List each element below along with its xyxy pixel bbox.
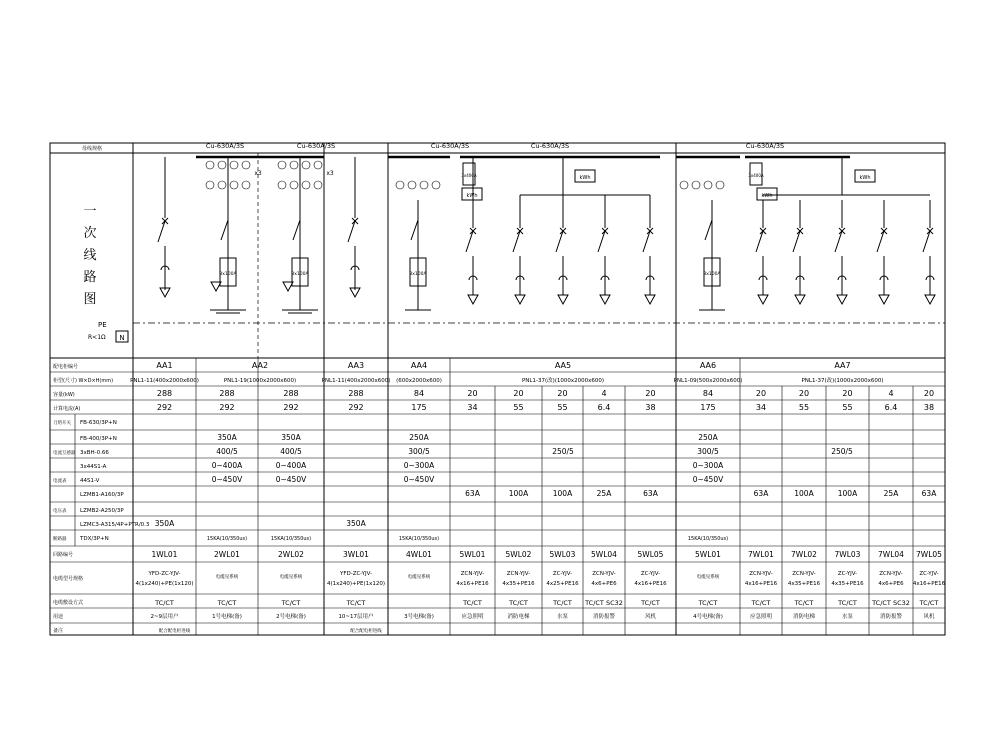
- current-value: 55: [557, 403, 568, 412]
- usage: 风机: [923, 614, 935, 620]
- cable-spec: 电缆见系统: [215, 575, 239, 580]
- cable-spec: ZC-YJV-: [919, 571, 939, 577]
- cable-spec: 4x16+PE16: [912, 581, 946, 587]
- cable-spec: ZCN-YJV-: [792, 571, 816, 577]
- device-value: 15KA(10/350us): [398, 536, 440, 542]
- capacity-value: 20: [798, 389, 810, 398]
- meter-icon: [314, 161, 322, 169]
- arrow-icon: [925, 295, 935, 304]
- device-value: 0~450V: [692, 475, 724, 484]
- ct-label: 3x100A: [703, 272, 721, 277]
- laying-method: TC/CT: [463, 599, 482, 607]
- current-value: 34: [467, 403, 478, 412]
- x3-label: x3: [254, 170, 262, 177]
- device-value: 350A: [346, 519, 366, 528]
- mccb-value: 100A: [794, 489, 814, 498]
- usage: 消防电梯: [507, 614, 530, 620]
- device-value: 400/5: [280, 447, 302, 456]
- meter-icon: [218, 181, 226, 189]
- meter-icon: [408, 181, 416, 189]
- usage: 2~9层用户: [150, 614, 179, 620]
- pe-label: PE: [98, 321, 107, 329]
- laying-method: TC/CT: [919, 599, 939, 607]
- meter-icon: [242, 181, 250, 189]
- x3-label: x3: [326, 170, 334, 177]
- laying-method: TC/CT: [838, 599, 857, 607]
- device-name: LZMC3-A315/4P+PTR/0.3: [80, 522, 150, 528]
- circuit-no: 5WL03: [549, 550, 576, 559]
- current-value: 38: [645, 403, 656, 412]
- cable-spec: ZCN-YJV-: [460, 571, 485, 577]
- cable-spec: 4x16+PE16: [634, 581, 667, 587]
- meter-icon: [716, 181, 724, 189]
- usage: 水泵: [556, 614, 569, 620]
- device-group: 电流互感器: [53, 451, 76, 456]
- breaker-contact: [513, 231, 520, 252]
- circuit-no: 5WL05: [637, 550, 664, 559]
- panel-model: PNL1-37(改)(1000x2000x600): [521, 378, 605, 384]
- arrow-icon: [600, 295, 610, 304]
- mccb-value: 25A: [596, 489, 612, 498]
- arrow-icon: [837, 295, 847, 304]
- device-group: 电流表: [53, 479, 67, 484]
- device-name: FB-630/3P+N: [80, 420, 117, 426]
- mccb-value: 63A: [753, 489, 769, 498]
- resistance-label: R<1Ω: [88, 334, 106, 341]
- current-value: 175: [700, 403, 716, 412]
- meter-icon: [396, 181, 404, 189]
- arrow-icon: [795, 295, 805, 304]
- panel-model: PNL1-09(500x2000x600): [673, 378, 743, 384]
- breaker-contact: [556, 231, 563, 252]
- device-group: 刀熔开关: [53, 421, 71, 426]
- usage: 2号电梯(备): [276, 614, 306, 620]
- capacity-value: 20: [513, 389, 524, 398]
- row-label: 电缆敷设方式: [53, 600, 84, 606]
- circuit-no: 7WL03: [834, 550, 861, 559]
- breaker-contact: [705, 220, 712, 240]
- mccb-value: 100A: [552, 489, 573, 498]
- panel-model: (600x2000x600): [396, 378, 442, 384]
- kwh-label: kWh: [859, 175, 871, 181]
- meter-icon: [230, 161, 238, 169]
- laying-method: TC/CT: [641, 599, 660, 607]
- device-value: 300/5: [697, 447, 719, 456]
- device-name: 3x44S1-A: [80, 464, 107, 470]
- row-label: 容量(kW): [53, 392, 75, 398]
- mccb-value: 63A: [643, 489, 658, 498]
- kwh-label: kWh: [579, 175, 591, 181]
- panel-model: PNL1-11(400x2000x600): [130, 378, 199, 384]
- remark: 配合配电柜进线: [158, 629, 191, 634]
- panel-no: AA2: [251, 361, 269, 370]
- cable-spec: 4x35+PE16: [502, 581, 535, 587]
- capacity-value: 4: [888, 389, 894, 398]
- n-label: N: [119, 334, 125, 342]
- arrow-icon: [515, 295, 525, 304]
- device-value: 0~300A: [692, 461, 724, 470]
- circuit-no: 5WL01: [459, 550, 486, 559]
- current-value: 55: [513, 403, 524, 412]
- arrow-icon: [468, 295, 478, 304]
- capacity-value: 288: [219, 389, 235, 398]
- panel-no: AA7: [834, 361, 851, 370]
- circuit-no: 2WL02: [278, 550, 304, 559]
- cable-spec: 4(1x240)+PE(1x120): [135, 581, 194, 587]
- current-value: 6.4: [597, 403, 611, 412]
- current-value: 175: [411, 403, 427, 412]
- device-value: 0~300A: [403, 461, 435, 470]
- meter-icon: [290, 181, 298, 189]
- device-value: 0~450V: [403, 475, 435, 484]
- current-value: 292: [219, 403, 235, 412]
- current-value: 292: [156, 403, 173, 412]
- arrow-icon: [758, 295, 768, 304]
- meter-icon: [302, 161, 310, 169]
- cable-spec: ZCN-YJV-: [749, 571, 773, 577]
- usage: 消防报警: [879, 614, 903, 620]
- bus-spec-label: Cu-630A/3S: [745, 142, 785, 150]
- panel-no: AA4: [410, 361, 428, 370]
- kwh-label: kWh: [466, 193, 478, 199]
- meter-icon: [218, 161, 226, 169]
- capacity-value: 20: [923, 389, 935, 398]
- breaker-contact: [923, 231, 930, 252]
- meter-icon: [206, 161, 214, 169]
- cable-spec: ZCN-YJV-: [592, 571, 616, 577]
- circuit-no: 5WL01: [695, 550, 721, 559]
- schematic: [133, 142, 945, 323]
- bus-spec-label: Cu-630A/3S: [530, 142, 570, 150]
- usage: 消防电梯: [792, 614, 816, 620]
- kwh-label: kWh: [761, 193, 773, 199]
- usage: 水泵: [841, 614, 854, 620]
- laying-method: TC/CT: [751, 599, 771, 607]
- row-label: 用途: [53, 614, 64, 620]
- laying-method: TC/CT: [346, 599, 366, 607]
- bus-header-label: 母线规格: [81, 146, 103, 152]
- cable-spec: ZC-YJV-: [837, 571, 858, 577]
- capacity-value: 20: [645, 389, 656, 398]
- mccb-value: 25A: [883, 489, 899, 498]
- current-value: 34: [755, 403, 767, 412]
- mccb-value: 63A: [921, 489, 937, 498]
- breaker-contact: [348, 221, 355, 242]
- current-value: 55: [842, 403, 853, 412]
- circuit-no: 7WL04: [878, 550, 904, 559]
- cable-spec: ZC-YJV-: [640, 571, 661, 577]
- cable-spec: YFD-ZC-YJV-: [339, 571, 373, 577]
- cable-spec: 4x35+PE16: [787, 581, 821, 587]
- row-label: 计算电流(A): [53, 406, 81, 412]
- table-grid: [50, 143, 945, 635]
- panel-model: PNL1-37(改)(1000x2000x600): [801, 378, 884, 384]
- cable-spec: 电缆见系统: [279, 575, 303, 580]
- breaker-contact: [411, 220, 418, 240]
- panel-model: PNL1-11(400x2000x600): [321, 378, 391, 384]
- capacity-value: 84: [702, 389, 714, 398]
- circuit-no: 7WL01: [748, 550, 774, 559]
- row-label: 备注: [53, 628, 64, 634]
- usage: 3号电梯(备): [404, 614, 434, 620]
- circuit-no: 7WL02: [791, 550, 817, 559]
- cable-spec: 4x25+PE16: [546, 581, 579, 587]
- usage: 4号电梯(备): [693, 614, 723, 620]
- remark: 配合配电柜进线: [350, 629, 382, 634]
- device-name: FB-400/3P+N: [80, 436, 117, 442]
- meter-icon: [278, 161, 286, 169]
- device-name: LZMB1-A160/3P: [80, 492, 124, 498]
- ct-label: 3x100A: [409, 272, 427, 277]
- bus-spec-label: Cu-630A/3S: [430, 142, 470, 150]
- device-group: 电压表: [53, 509, 67, 514]
- device-value: 300/5: [408, 447, 430, 456]
- bus-spec-label: Cu-630A/3S: [205, 142, 245, 150]
- mccb-value: 100A: [837, 489, 858, 498]
- capacity-value: 20: [557, 389, 568, 398]
- ct-label: 3x400A: [461, 173, 477, 178]
- panel-no: AA6: [699, 361, 717, 370]
- breaker-contact: [293, 220, 300, 240]
- circuit-no: 1WL01: [151, 550, 178, 559]
- ct-label: 3x100A: [219, 272, 237, 277]
- breaker-contact: [598, 231, 605, 252]
- meter-icon: [420, 181, 428, 189]
- device-value: 350A: [281, 433, 301, 442]
- device-value: 0~450V: [211, 475, 243, 484]
- breaker-contact: [466, 231, 473, 252]
- breaker-contact: [158, 221, 165, 242]
- meter-icon: [432, 181, 440, 189]
- laying-method: TC/CT: [281, 599, 301, 607]
- table-labels: [53, 145, 946, 634]
- meter-icon: [302, 181, 310, 189]
- meter-icon: [242, 161, 250, 169]
- device-value: 0~450V: [275, 475, 307, 484]
- arrow-icon: [558, 295, 568, 304]
- laying-method: TC/CT: [553, 599, 572, 607]
- row-label: 柜型(尺寸) W×D×H(mm): [53, 378, 114, 384]
- breaker-contact: [793, 231, 800, 252]
- device-value: 15KA(10/350us): [687, 536, 729, 542]
- device-value: 350A: [217, 433, 237, 442]
- device-value: 0~400A: [211, 461, 243, 470]
- meter-icon: [206, 181, 214, 189]
- usage: 1号电梯(备): [212, 614, 242, 620]
- circuit-no: 7WL05: [916, 550, 942, 559]
- breaker-contact: [756, 231, 763, 252]
- cable-spec: 电缆见系统: [696, 575, 720, 580]
- laying-method: TC/CT SC32: [872, 599, 910, 607]
- laying-method: TC/CT: [698, 599, 718, 607]
- cable-spec: 4x6+PE6: [878, 581, 904, 587]
- circuit-no: 4WL01: [406, 550, 432, 559]
- meter-icon: [278, 181, 286, 189]
- device-value: 350A: [154, 519, 175, 528]
- usage: 应急照明: [461, 614, 484, 620]
- meter-icon: [704, 181, 712, 189]
- bus-spec-label: Cu-630A/3S: [296, 142, 336, 150]
- usage: 10~17层用户: [338, 614, 374, 620]
- breaker-contact: [835, 231, 842, 252]
- row-label: 配电柜编号: [53, 364, 79, 370]
- device-value: 250/5: [831, 447, 853, 456]
- panel-no: AA5: [554, 361, 572, 370]
- capacity-value: 4: [601, 389, 607, 398]
- usage: 风机: [644, 614, 657, 620]
- device-value: 15KA(10/350us): [270, 536, 312, 542]
- capacity-value: 288: [283, 389, 299, 398]
- device-value: 0~400A: [275, 461, 307, 470]
- device-name: 44S1-V: [80, 478, 100, 484]
- circuit-no: 5WL02: [505, 550, 532, 559]
- circuit-no: 2WL01: [214, 550, 240, 559]
- capacity-value: 20: [755, 389, 767, 398]
- laying-method: TC/CT: [794, 599, 814, 607]
- device-value: 400/5: [216, 447, 238, 456]
- capacity-value: 20: [467, 389, 478, 398]
- mccb-value: 63A: [465, 489, 480, 498]
- cable-spec: 4(1x240)+PE(1x120): [327, 581, 385, 587]
- cable-spec: ZCN-YJV-: [506, 571, 531, 577]
- row-label: 电缆型号规格: [53, 576, 84, 582]
- usage: 消防报警: [592, 614, 616, 620]
- laying-method: TC/CT: [217, 599, 237, 607]
- panel-model: PNL1-19(1000x2000x600): [223, 378, 297, 384]
- usage: 应急照明: [749, 614, 773, 620]
- breaker-contact: [643, 231, 650, 252]
- cable-spec: 4x6+PE6: [591, 581, 617, 587]
- current-value: 55: [798, 403, 810, 412]
- current-value: 6.4: [884, 403, 898, 412]
- laying-method: TC/CT: [155, 599, 174, 607]
- breaker-contact: [877, 231, 884, 252]
- section-title-char: 图: [83, 292, 97, 307]
- arrow-icon: [645, 295, 655, 304]
- device-value: 15KA(10/350us): [206, 536, 248, 542]
- cable-spec: 4x16+PE16: [744, 581, 778, 587]
- capacity-value: 288: [156, 389, 173, 398]
- cable-spec: 4x35+PE16: [831, 581, 864, 587]
- arrow-icon: [879, 295, 889, 304]
- device-name: TDX/3P+N: [80, 536, 109, 542]
- section-title-char: 次: [83, 226, 97, 241]
- meter-icon: [314, 181, 322, 189]
- current-value: 38: [923, 403, 935, 412]
- laying-method: TC/CT SC32: [585, 599, 623, 607]
- circuit-no: 5WL04: [591, 550, 617, 559]
- cable-spec: ZCN-YJV-: [879, 571, 903, 577]
- cable-spec: ZC-YJV-: [552, 571, 573, 577]
- current-value: 292: [348, 403, 364, 412]
- capacity-value: 84: [413, 389, 425, 398]
- row-label: 回路编号: [53, 552, 74, 558]
- meter-icon: [290, 161, 298, 169]
- device-value: 250A: [409, 433, 429, 442]
- cable-spec: 电缆见系统: [407, 575, 431, 580]
- panel-no: AA1: [156, 361, 173, 370]
- frame: [50, 143, 945, 635]
- circuit-no: 3WL01: [343, 550, 369, 559]
- ct-label: 3x400A: [748, 173, 764, 178]
- current-value: 292: [283, 403, 299, 412]
- device-value: 250A: [698, 433, 718, 442]
- device-name: LZMB2-A250/3P: [80, 508, 124, 514]
- meter-icon: [680, 181, 688, 189]
- cable-spec: YFD-ZC-YJV-: [148, 571, 181, 577]
- meter-icon: [692, 181, 700, 189]
- section-title-char: 线: [83, 248, 97, 263]
- laying-method: TC/CT: [509, 599, 528, 607]
- capacity-value: 20: [842, 389, 853, 398]
- meter-icon: [230, 181, 238, 189]
- breaker-contact: [221, 220, 228, 240]
- panel-no: AA3: [347, 361, 365, 370]
- section-title-char: 一: [83, 204, 97, 219]
- section-title-char: 路: [83, 270, 97, 285]
- capacity-value: 288: [348, 389, 364, 398]
- mccb-value: 100A: [508, 489, 529, 498]
- cable-spec: 4x16+PE16: [456, 581, 489, 587]
- device-name: 3xBH-0.66: [80, 450, 109, 456]
- device-group: 断路器: [53, 537, 67, 542]
- device-value: 250/5: [552, 447, 574, 456]
- ct-label: 3x100A: [291, 272, 309, 277]
